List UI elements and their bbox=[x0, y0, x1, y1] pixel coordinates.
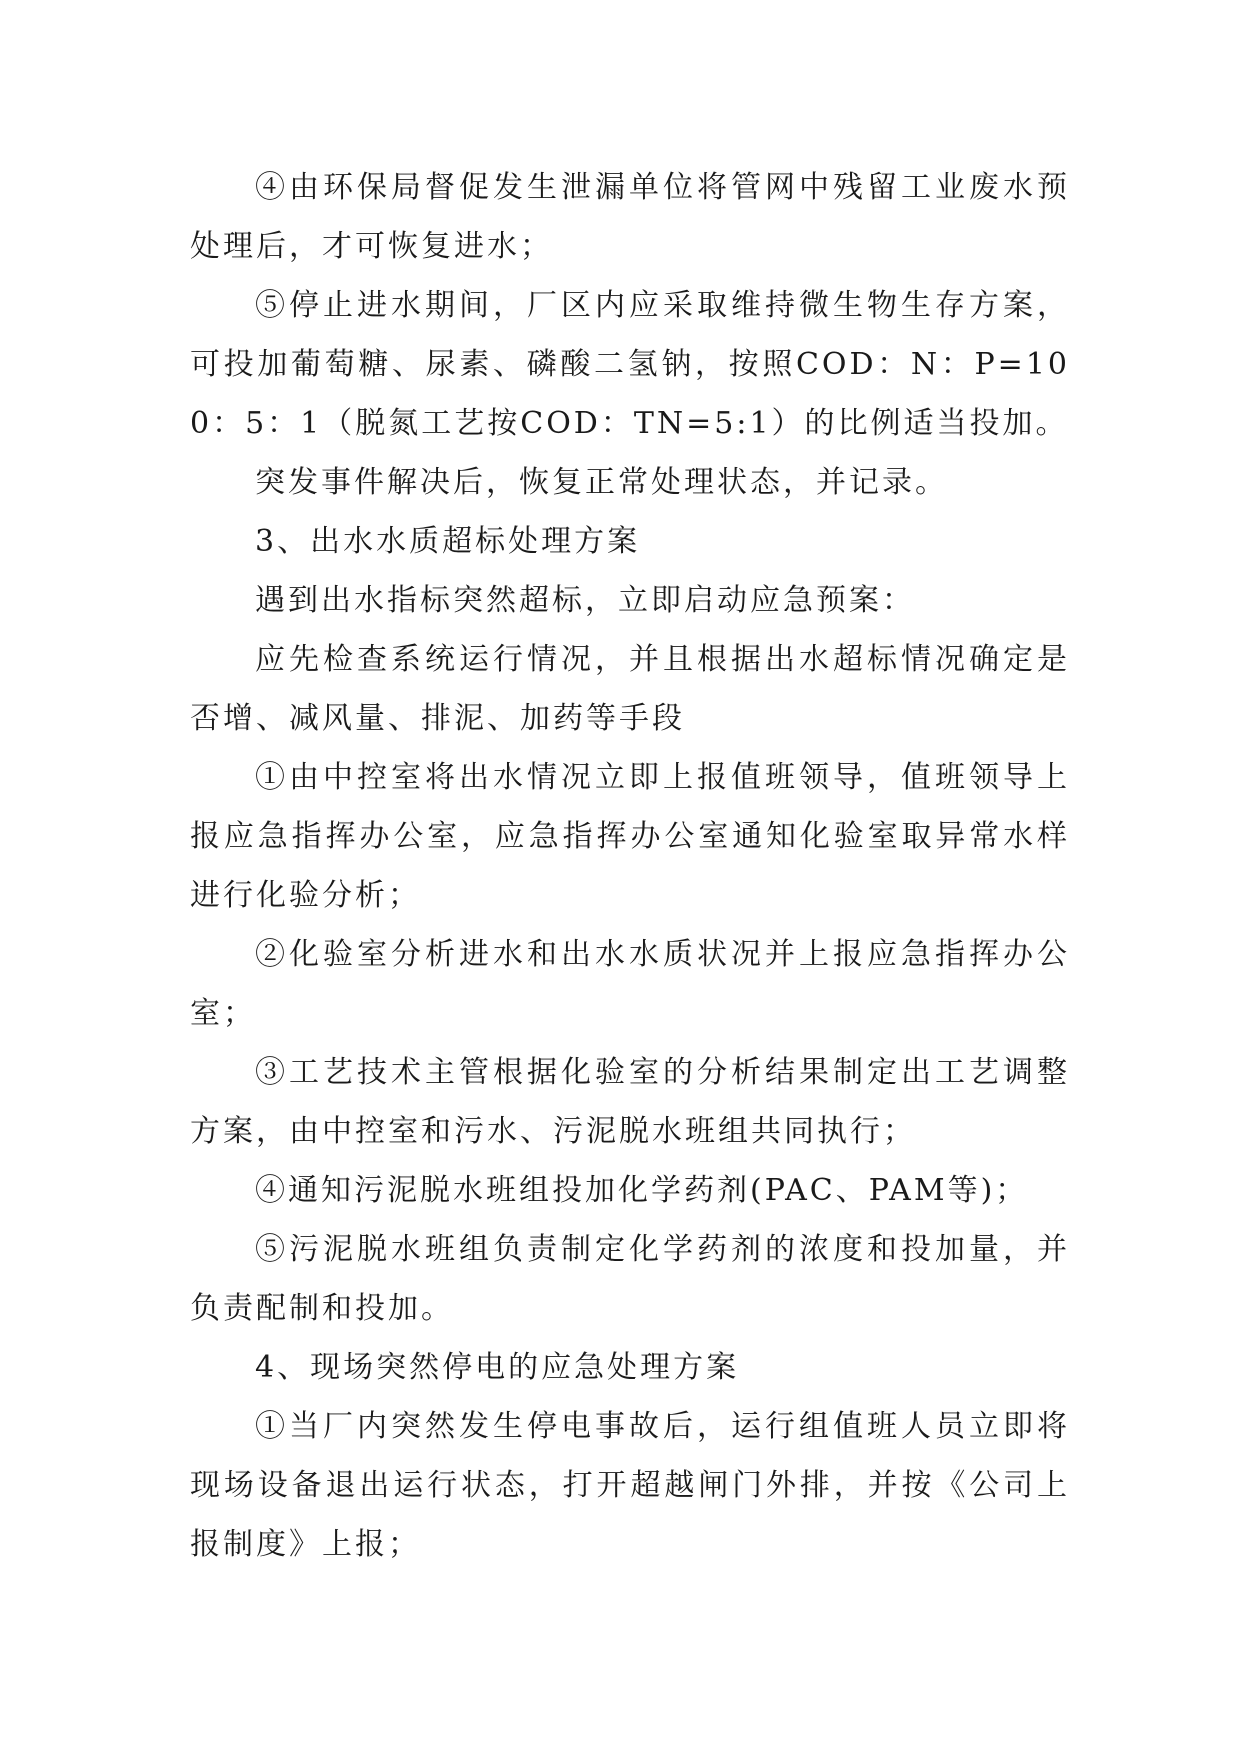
paragraph-check-system: 应先检查系统运行情况，并且根据出水超标情况确定是否增、减风量、排泥、加药等手段 bbox=[190, 642, 1070, 736]
paragraph-step-2-lab: ②化验室分析进水和出水水质状况并上报应急指挥办公室； bbox=[190, 937, 1070, 1031]
paragraph-step-3-process: ③工艺技术主管根据化验室的分析结果制定出工艺调整方案，由中控室和污水、污泥脱水班组共同执行； bbox=[190, 1055, 1070, 1149]
paragraph-step-4-chemical: ④通知污泥脱水班组投加化学药剂(PAC、PAM等)； bbox=[255, 1173, 1029, 1208]
section-heading-4: 4、现场突然停电的应急处理方案 bbox=[255, 1350, 740, 1385]
paragraph-step-1-report: ①由中控室将出水情况立即上报值班领导，值班领导上报应急指挥办公室，应急指挥办公室通知化验室取异常水样进行化验分析； bbox=[190, 760, 1070, 913]
paragraph-emergency-start: 遇到出水指标突然超标，立即启动应急预案： bbox=[255, 583, 915, 618]
section-heading-3: 3、出水水质超标处理方案 bbox=[255, 524, 641, 559]
paragraph-recovery: 突发事件解决后，恢复正常处理状态，并记录。 bbox=[255, 465, 948, 500]
paragraph-step-5-microbe: ⑤停止进水期间，厂区内应采取维持微生物生存方案，可投加葡萄糖、尿素、磷酸二氢钠，按照COD：N：P=100：5：1（脱氮工艺按COD：TN=5:1）的比例适当投加。 bbox=[190, 288, 1070, 441]
paragraph-step-4-leak: ④由环保局督促发生泄漏单位将管网中残留工业废水预处理后，才可恢复进水； bbox=[190, 170, 1070, 264]
document-body bbox=[190, 158, 1070, 1574]
paragraph-step-1-power-outage: ①当厂内突然发生停电事故后，运行组值班人员立即将现场设备退出运行状态，打开超越闸门外排，并按《公司上报制度》上报； bbox=[190, 1409, 1070, 1562]
paragraph-step-5-dosage: ⑤污泥脱水班组负责制定化学药剂的浓度和投加量，并负责配制和投加。 bbox=[190, 1232, 1070, 1326]
